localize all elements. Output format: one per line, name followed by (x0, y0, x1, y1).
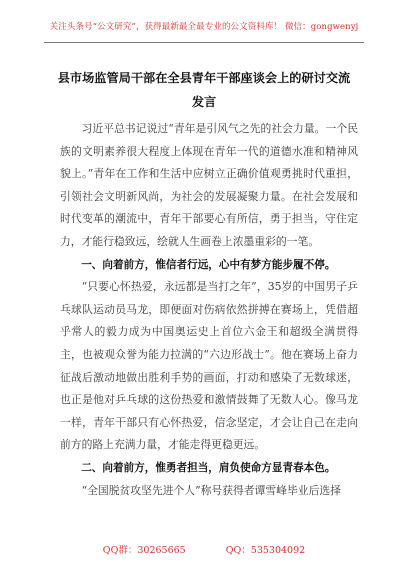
paragraph-section-2: “全国脱贫攻坚先进个人”称号获得者谭雪峰毕业后选择 (81, 483, 341, 497)
header-divider (44, 42, 364, 43)
paragraph-section-1: “只要心怀热爱，永远都是当打之年”，35岁的中国男子乒乓球队运动员马龙，即便面对伤病依然拼搏在赛场上，凭借超乎常人的毅力成为中国奥运史上首位六金王和超级全满贯得主，也被观众誉为能力拉满的“六边形战士”。他在赛场上奋力征战后激动地做出胜利手势的画面，打动和感染了无数球迷，也正是他对乒乓球的这份热爱和激情鼓舞了无数人心。像马龙一样，青年干部只有心怀热爱，信念坚定，才会让自己在走向前方的路上充满力量，才能走得更稳更远。 (60, 280, 358, 452)
footer-qq: QQ：535304092 (225, 545, 306, 556)
footer-contact (0, 542, 408, 556)
document-title: 县市场监管局干部在全县青年干部座谈会上的研讨交流发言 (57, 71, 351, 109)
section-heading-2: 二、向着前方，惟勇者担当，肩负使命方显青春本色。 (81, 461, 336, 474)
paragraph-intro: 习近平总书记说过“青年是引风气之先的社会力量。一个民族的文明素养很大程度上体现在青年一代的道德水准和精神风貌上。”青年在工作和生活中应树立正确价值观勇挑时代重担，引领社会文明新风尚，为社会的发展凝聚力量。在社会发展和时代变革的潮流中，青年干部要心有所信，勇于担当，守住定力，才能行稳致远，绘就人生画卷上浓墨重彩的一笔。 (60, 122, 358, 248)
header-promo-note: 关注头条号“公文研究”，获得最新最全最专业的公文资料库！ 微信：gongwenyj (49, 22, 359, 32)
footer-qq-group: QQ群：30265665 (102, 545, 186, 556)
document-body (60, 118, 358, 502)
section-heading-1: 一、向着前方，惟信者行远，心中有梦方能步履不停。 (81, 258, 336, 271)
